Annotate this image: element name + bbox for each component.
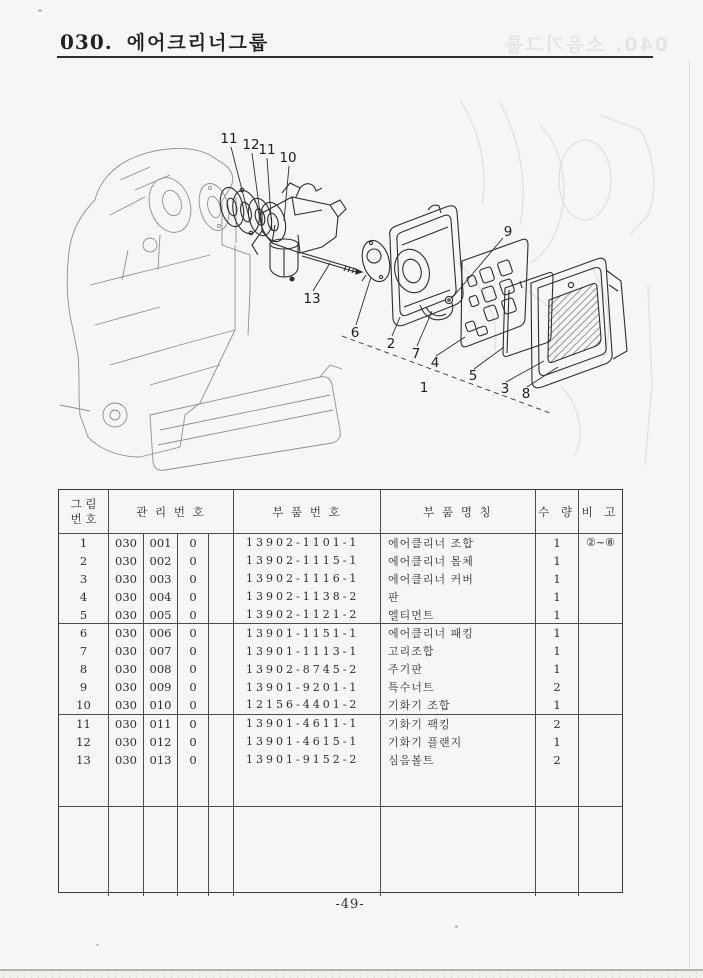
mgmt-cell: 030 <box>109 570 144 588</box>
part-name-cell: 기화기 조합 <box>381 696 536 714</box>
part-no-cell: 12156-4401-2 <box>234 696 381 714</box>
mgmt-sub4-cell <box>209 751 234 769</box>
fig-no-cell: 4 <box>59 588 109 606</box>
part-no-cell: 13902-1138-2 <box>234 588 381 606</box>
part-no-cell: 13901-9201-1 <box>234 678 381 696</box>
parts-table <box>58 489 623 893</box>
mgmt-cell: 030 <box>109 751 144 769</box>
scan-right-edge <box>689 60 690 968</box>
mgmt-cell: 004 <box>144 588 178 606</box>
mgmt-cell: 002 <box>144 552 178 570</box>
fig-no-cell: 13 <box>59 751 109 769</box>
remark-cell <box>579 696 622 714</box>
header-remarks: 비 고 <box>581 504 620 519</box>
callout-label: 7 <box>411 346 421 362</box>
remark-cell <box>579 660 622 678</box>
mgmt-cell: 030 <box>109 733 144 751</box>
mgmt-sub4-cell <box>209 715 234 733</box>
qty-cell: 2 <box>536 678 579 696</box>
table-header-row <box>59 490 622 534</box>
mgmt-cell: 012 <box>144 733 178 751</box>
fig-no-cell: 6 <box>59 624 109 642</box>
carburetor-assembly-art <box>216 183 362 281</box>
gasket-art <box>358 237 395 285</box>
mgmt-cell: 007 <box>144 642 178 660</box>
cover-art <box>531 258 627 388</box>
table-row <box>59 715 622 733</box>
scan-speck <box>38 9 42 12</box>
bleedthrough-ghost-header: 040. 소음기그룹 <box>502 34 668 56</box>
mgmt-sub4-cell <box>209 660 234 678</box>
mgmt-cell: 0 <box>178 678 209 696</box>
mgmt-sub4-cell <box>209 678 234 696</box>
part-no-cell: 13902-8745-2 <box>234 660 381 678</box>
part-no-cell: 13902-1101-1 <box>234 534 381 552</box>
qty-cell: 1 <box>536 624 579 642</box>
mgmt-sub4-cell <box>209 588 234 606</box>
header-fig-line2: 번 호 <box>70 511 97 526</box>
mgmt-cell: 0 <box>178 733 209 751</box>
mgmt-cell: 030 <box>109 660 144 678</box>
table-empty-space <box>59 769 622 806</box>
table-row <box>59 534 622 552</box>
part-name-cell: 주기판 <box>381 660 536 678</box>
remark-cell <box>579 751 622 769</box>
section-title: 에어크리너그룹 <box>126 32 270 54</box>
remark-cell: ②~⑧ <box>586 536 615 550</box>
mgmt-cell: 030 <box>109 588 144 606</box>
fig-no-cell: 11 <box>59 715 109 733</box>
callout-label: 8 <box>521 386 531 402</box>
table-row <box>59 588 622 606</box>
part-no-cell: 13901-9152-2 <box>234 751 381 769</box>
fig-no-cell: 8 <box>59 660 109 678</box>
mgmt-cell: 030 <box>109 642 144 660</box>
mgmt-cell: 005 <box>144 606 178 624</box>
part-no-cell: 13901-4611-1 <box>234 715 381 733</box>
mgmt-cell: 0 <box>178 715 209 733</box>
mgmt-cell: 0 <box>178 642 209 660</box>
part-name-cell: 에어클리너 커버 <box>381 570 536 588</box>
remark-cell <box>579 624 622 642</box>
remark-cell <box>579 715 622 733</box>
scan-speck <box>455 925 458 928</box>
exploded-diagram <box>0 85 703 485</box>
table-row <box>59 751 622 769</box>
part-name-cell: 에어클리너 패킹 <box>381 624 536 642</box>
part-no-cell: 13902-1115-1 <box>234 552 381 570</box>
mgmt-sub4-cell <box>209 696 234 714</box>
mgmt-cell: 0 <box>178 606 209 624</box>
remark-cell <box>579 642 622 660</box>
table-group-2 <box>59 623 622 713</box>
callout-label: 3 <box>500 381 510 397</box>
remark-cell <box>579 588 622 606</box>
air-cleaner-body-art <box>390 205 464 326</box>
header-part-no: 부 품 번 호 <box>234 490 381 533</box>
mgmt-cell: 013 <box>144 751 178 769</box>
callout-label: 11 <box>220 131 238 147</box>
mgmt-sub4-cell <box>209 624 234 642</box>
mgmt-cell: 0 <box>178 588 209 606</box>
mgmt-cell: 0 <box>178 570 209 588</box>
mgmt-cell: 010 <box>144 696 178 714</box>
part-name-cell: 기화기 팩킹 <box>381 715 536 733</box>
fig-no-cell: 1 <box>59 534 109 552</box>
part-name-cell: 심음볼트 <box>381 751 536 769</box>
mgmt-cell: 009 <box>144 678 178 696</box>
part-name-cell: 에어클리너 조합 <box>381 534 536 552</box>
callout-label: 4 <box>430 355 440 371</box>
remark-cell <box>579 606 622 624</box>
remark-cell <box>579 570 622 588</box>
part-no-cell: 13902-1116-1 <box>234 570 381 588</box>
mgmt-sub4-cell <box>209 552 234 570</box>
header-part-name: 부 품 명 칭 <box>381 490 536 533</box>
fig-no-cell: 5 <box>59 606 109 624</box>
callout-label: 12 <box>242 137 260 153</box>
part-name-cell: 기화기 플랜지 <box>381 733 536 751</box>
remark-cell <box>579 552 622 570</box>
mgmt-cell: 001 <box>144 534 178 552</box>
table-row <box>59 660 622 678</box>
callout-label: 1 <box>419 380 429 396</box>
page-number: -49- <box>335 897 365 912</box>
qty-cell: 1 <box>536 552 579 570</box>
engine-block-art <box>60 148 342 470</box>
table-group-3 <box>59 714 622 806</box>
table-empty-section <box>59 806 622 896</box>
mgmt-cell: 030 <box>109 715 144 733</box>
header-qty: 수 량 <box>536 490 579 533</box>
table-row <box>59 696 622 714</box>
qty-cell: 1 <box>536 642 579 660</box>
qty-cell: 1 <box>536 660 579 678</box>
fig-no-cell: 3 <box>59 570 109 588</box>
part-no-cell: 13901-4615-1 <box>234 733 381 751</box>
table-row <box>59 678 622 696</box>
mgmt-cell: 008 <box>144 660 178 678</box>
callout-label: 5 <box>468 368 478 384</box>
qty-cell: 1 <box>536 570 579 588</box>
mgmt-cell: 0 <box>178 552 209 570</box>
table-row <box>59 570 622 588</box>
remark-cell <box>579 678 622 696</box>
mgmt-cell: 030 <box>109 624 144 642</box>
plate-art <box>461 239 528 347</box>
qty-cell: 2 <box>536 751 579 769</box>
mgmt-cell: 003 <box>144 570 178 588</box>
mgmt-cell: 030 <box>109 552 144 570</box>
callout-label: 10 <box>279 150 297 166</box>
qty-cell: 1 <box>536 696 579 714</box>
fig-no-cell: 12 <box>59 733 109 751</box>
page-header <box>60 28 269 55</box>
qty-cell: 1 <box>536 588 579 606</box>
callout-label: 9 <box>503 224 513 240</box>
callout-label: 13 <box>303 291 321 307</box>
part-no-cell: 13901-1113-1 <box>234 642 381 660</box>
mgmt-sub4-cell <box>209 534 234 552</box>
mgmt-cell: 011 <box>144 715 178 733</box>
mgmt-cell: 006 <box>144 624 178 642</box>
part-name-cell: 판 <box>381 588 536 606</box>
qty-cell: 1 <box>536 733 579 751</box>
mgmt-cell: 0 <box>178 696 209 714</box>
mgmt-sub4-cell <box>209 733 234 751</box>
scan-speck <box>96 944 99 946</box>
header-mgmt-no: 관 리 번 호 <box>109 490 234 533</box>
part-name-cell: 엘티먼트 <box>381 606 536 624</box>
part-no-cell: 13901-1151-1 <box>234 624 381 642</box>
mgmt-cell: 030 <box>109 606 144 624</box>
part-name-cell: 에어클리너 몸체 <box>381 552 536 570</box>
part-no-cell: 13902-1121-2 <box>234 606 381 624</box>
mgmt-cell: 0 <box>178 534 209 552</box>
callout-label: 6 <box>350 325 360 341</box>
callout-label: 2 <box>386 336 396 352</box>
part-name-cell: 특수너트 <box>381 678 536 696</box>
table-row <box>59 733 622 751</box>
mgmt-cell: 0 <box>178 624 209 642</box>
callout-label: 11 <box>258 142 276 158</box>
mgmt-cell: 0 <box>178 751 209 769</box>
mgmt-sub4-cell <box>209 606 234 624</box>
remark-cell <box>579 733 622 751</box>
fig-no-cell: 9 <box>59 678 109 696</box>
header-fig-no <box>59 490 109 533</box>
mgmt-sub4-cell <box>209 642 234 660</box>
table-row <box>59 606 622 624</box>
mgmt-sub4-cell <box>209 570 234 588</box>
table-group-1 <box>59 534 622 623</box>
section-number: 030. <box>60 30 113 54</box>
qty-cell: 2 <box>536 715 579 733</box>
fig-no-cell: 7 <box>59 642 109 660</box>
fig-no-cell: 10 <box>59 696 109 714</box>
table-row <box>59 624 622 642</box>
table-row <box>59 552 622 570</box>
table-row <box>59 642 622 660</box>
part-name-cell: 고리조합 <box>381 642 536 660</box>
header-fig-line1: 그 림 <box>70 496 97 511</box>
mgmt-cell: 030 <box>109 696 144 714</box>
mgmt-cell: 030 <box>109 678 144 696</box>
qty-cell: 1 <box>536 606 579 624</box>
mgmt-cell: 030 <box>109 534 144 552</box>
scan-noise-band <box>0 971 703 978</box>
fig-no-cell: 2 <box>59 552 109 570</box>
mgmt-cell: 0 <box>178 660 209 678</box>
qty-cell: 1 <box>536 534 579 552</box>
